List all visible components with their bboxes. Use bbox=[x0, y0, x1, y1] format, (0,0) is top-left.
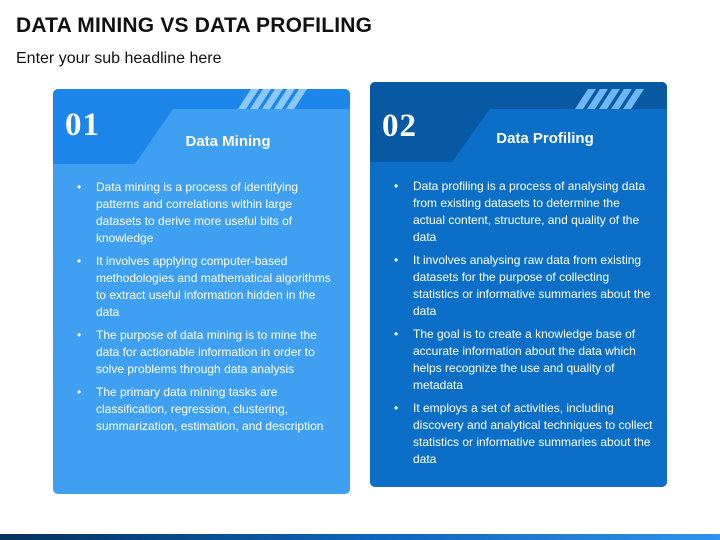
list-item-text: The purpose of data mining is to mine the data for actionable information in order to solve problems through data analysis bbox=[96, 328, 317, 376]
card-header bbox=[370, 82, 667, 160]
bullet-icon: • bbox=[394, 179, 399, 193]
list-item-text: Data profiling is a process of analysing data from existing datasets to determine the actual content, structure, and quality of the data bbox=[413, 179, 646, 244]
bottom-accent-bar bbox=[0, 534, 720, 540]
list-item-text: It involves analysing raw data from existing datasets for the purpose of collecting statistics or informative summaries about the data bbox=[413, 253, 651, 318]
card-header bbox=[53, 89, 350, 167]
card-data-profiling bbox=[370, 82, 667, 487]
bullet-icon: • bbox=[394, 401, 399, 415]
bullet-icon: • bbox=[77, 328, 82, 342]
bullet-list bbox=[394, 178, 654, 474]
list-item-text: Data mining is a process of identifying patterns and correlations within large datasets to derive more useful bits of knowledge bbox=[96, 180, 299, 245]
list-item-text: The primary data mining tasks are classification, regression, clustering, summarization, estimation, and description bbox=[96, 385, 324, 433]
list-item bbox=[77, 179, 337, 247]
card-number: 02 bbox=[382, 108, 417, 144]
bullet-icon: • bbox=[77, 180, 82, 194]
bullet-icon: • bbox=[394, 253, 399, 267]
list-item bbox=[394, 252, 654, 320]
bullet-icon: • bbox=[77, 385, 82, 399]
card-title: Data Mining bbox=[185, 133, 271, 150]
list-item bbox=[394, 400, 654, 468]
list-item bbox=[394, 178, 654, 246]
page-subtitle: Enter your sub headline here bbox=[16, 50, 222, 67]
bullet-list bbox=[77, 179, 337, 441]
list-item bbox=[394, 326, 654, 394]
card-data-mining bbox=[53, 89, 350, 494]
list-item-text: The goal is to create a knowledge base of accurate information about the data which helps recognize the use and quality of metadata bbox=[413, 327, 636, 392]
list-item bbox=[77, 384, 337, 435]
bullet-icon: • bbox=[394, 327, 399, 341]
card-title: Data Profiling bbox=[496, 130, 594, 147]
list-item bbox=[77, 253, 337, 321]
list-item-text: It involves applying computer-based methodologies and mathematical algorithms to extract useful information hidden in the data bbox=[96, 254, 331, 319]
bullet-icon: • bbox=[77, 254, 82, 268]
list-item bbox=[77, 327, 337, 378]
page-title: DATA MINING VS DATA PROFILING bbox=[16, 14, 373, 37]
list-item-text: It employs a set of activities, including discovery and analytical techniques to collect statistics or informative summaries about the data bbox=[413, 401, 653, 466]
card-number: 01 bbox=[65, 107, 100, 143]
